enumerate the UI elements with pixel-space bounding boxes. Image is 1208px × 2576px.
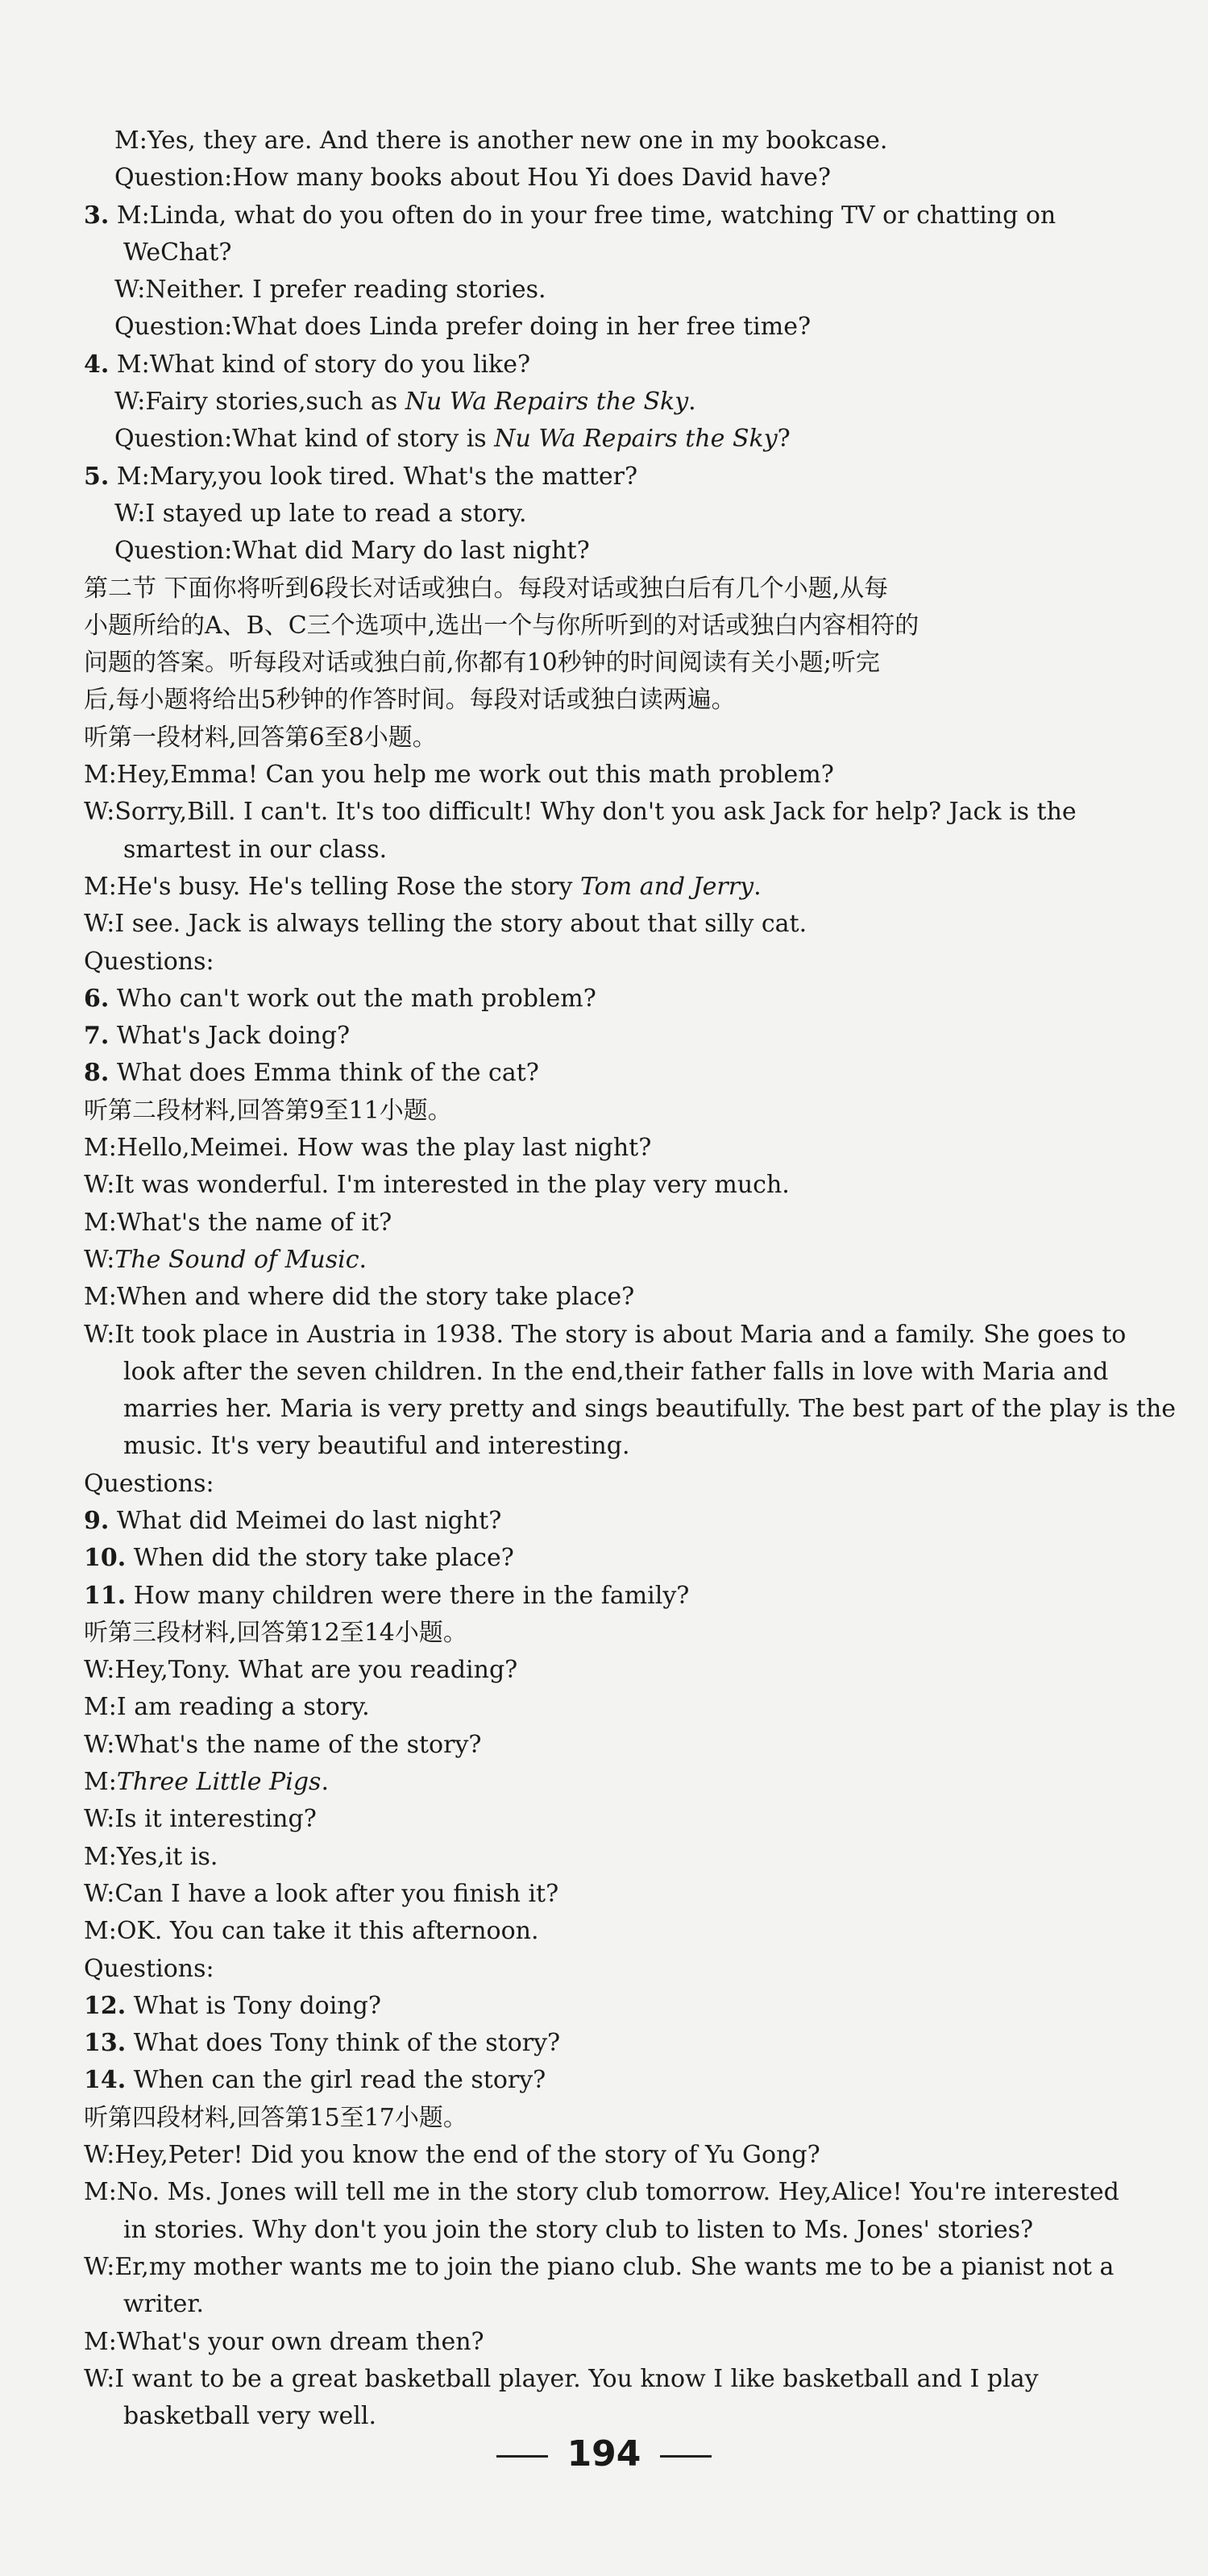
text-line <box>0 2249 1208 2286</box>
text-line <box>0 1055 1208 1092</box>
line-text: 听第二段材料,回答第9至11小题。 <box>84 1096 452 1125</box>
text-line <box>0 384 1208 421</box>
transcript-text <box>0 122 1208 2435</box>
text-line <box>0 1652 1208 1689</box>
line-text: writer. <box>123 2290 205 2319</box>
line-text: M:He's busy. He's telling Rose the story <box>84 872 580 901</box>
item-number: 5. <box>84 462 110 491</box>
line-text: M:What kind of story do you like? <box>109 350 531 379</box>
line-text: M: <box>84 1768 117 1797</box>
text-line <box>0 1391 1208 1428</box>
line-text: 听第一段材料,回答第6至8小题。 <box>84 723 437 752</box>
line-text: 后,每小题将给出5秒钟的作答时间。每段对话或独白读两遍。 <box>84 686 736 715</box>
text-line <box>0 906 1208 943</box>
line-text: M:What's the name of it? <box>84 1208 392 1237</box>
line-text: . <box>753 872 762 901</box>
text-line <box>0 1764 1208 1801</box>
text-line <box>0 2286 1208 2323</box>
line-text: W:I see. Jack is always telling the story about that silly cat. <box>84 910 807 939</box>
line-text: . <box>321 1768 329 1797</box>
line-text: When can the girl read the story? <box>126 2066 546 2095</box>
italic-title: Nu Wa Repairs the Sky <box>494 425 778 454</box>
text-line <box>0 1242 1208 1279</box>
line-text: Question:What kind of story is <box>114 425 495 454</box>
line-text: What's Jack doing? <box>109 1022 351 1051</box>
line-text: How many children were there in the family? <box>126 1581 690 1610</box>
text-line <box>0 794 1208 831</box>
line-text: WeChat? <box>123 238 232 267</box>
text-line <box>0 1093 1208 1130</box>
text-line <box>0 608 1208 645</box>
line-text: W:Fairy stories,such as <box>114 388 405 417</box>
text-line <box>0 1279 1208 1316</box>
line-text: marries her. Maria is very pretty and sings beautifully. The best part of the play is the <box>123 1395 1177 1424</box>
text-line <box>0 533 1208 570</box>
line-text: When did the story take place? <box>126 1544 514 1573</box>
line-text: What did Meimei do last night? <box>109 1506 502 1535</box>
text-line <box>0 570 1208 608</box>
line-text: M:Yes,it is. <box>84 1842 218 1871</box>
text-line <box>0 496 1208 533</box>
text-line <box>0 160 1208 197</box>
text-line <box>0 981 1208 1018</box>
line-text: W:Er,my mother wants me to join the piano club. She wants me to be a pianist not a <box>84 2252 1115 2281</box>
text-line <box>0 1205 1208 1242</box>
line-text: W:Hey,Peter! Did you know the end of the story of Yu Gong? <box>84 2141 820 2170</box>
text-line <box>0 2137 1208 2174</box>
line-text: . <box>688 388 696 417</box>
item-number: 6. <box>84 984 110 1013</box>
text-line <box>0 1578 1208 1615</box>
line-text: Question:How many books about Hou Yi does David have? <box>114 164 831 193</box>
line-text: basketball very well. <box>123 2402 376 2431</box>
text-line <box>0 1130 1208 1167</box>
text-line <box>0 2361 1208 2398</box>
text-line <box>0 832 1208 869</box>
text-line <box>0 1503 1208 1540</box>
text-line <box>0 309 1208 346</box>
line-text: ? <box>777 425 791 454</box>
line-text: . <box>359 1245 367 1274</box>
line-text: M:I am reading a story. <box>84 1693 370 1722</box>
text-line <box>0 2398 1208 2435</box>
text-line <box>0 1615 1208 1652</box>
footer-dash-right <box>660 2455 712 2458</box>
text-line <box>0 1876 1208 1913</box>
text-line <box>0 2062 1208 2099</box>
line-text: 听第三段材料,回答第12至14小题。 <box>84 1618 467 1647</box>
text-line <box>0 1540 1208 1577</box>
text-line <box>0 1428 1208 1465</box>
line-text: M:OK. You can take it this afternoon. <box>84 1917 539 1946</box>
text-line <box>0 2324 1208 2361</box>
item-number: 9. <box>84 1506 110 1535</box>
line-text: M:Mary,you look tired. What's the matter? <box>109 462 638 491</box>
line-text: W:It was wonderful. I'm interested in the play very much. <box>84 1171 790 1200</box>
line-text: 小题所给的A、B、C三个选项中,选出一个与你所听到的对话或独白内容相符的 <box>84 611 919 640</box>
text-line <box>0 1317 1208 1354</box>
line-text: M:Yes, they are. And there is another new one in my bookcase. <box>114 127 888 155</box>
line-text: Questions: <box>84 947 214 976</box>
line-text: look after the seven children. In the end,their father falls in love with Maria and <box>123 1357 1109 1386</box>
line-text: What does Emma think of the cat? <box>109 1059 539 1088</box>
line-text: 问题的答案。听每段对话或独白前,你都有10秒钟的时间阅读有关小题;听完 <box>84 649 880 678</box>
text-line <box>0 1167 1208 1204</box>
text-line <box>0 682 1208 719</box>
item-number: 8. <box>84 1059 110 1088</box>
line-text: W:Hey,Tony. What are you reading? <box>84 1656 518 1685</box>
text-line <box>0 944 1208 981</box>
text-line <box>0 122 1208 160</box>
italic-title: The Sound of Music <box>114 1245 359 1274</box>
item-number: 14. <box>84 2066 127 2095</box>
line-text: W:What's the name of the story? <box>84 1730 482 1759</box>
italic-title: Tom and Jerry <box>579 872 754 901</box>
text-line <box>0 757 1208 794</box>
line-text: M:Hello,Meimei. How was the play last night? <box>84 1134 652 1163</box>
text-line <box>0 720 1208 757</box>
text-line <box>0 458 1208 496</box>
item-number: 4. <box>84 350 110 379</box>
item-number: 10. <box>84 1544 127 1573</box>
line-text: Question:What did Mary do last night? <box>114 537 590 566</box>
line-text: M:Linda, what do you often do in your free time, watching TV or chatting on <box>109 201 1056 230</box>
page-footer <box>0 2433 1208 2474</box>
text-line <box>0 421 1208 458</box>
line-text: music. It's very beautiful and interesting. <box>123 1432 630 1461</box>
text-line <box>0 1466 1208 1503</box>
item-number: 7. <box>84 1022 110 1051</box>
text-line <box>0 1018 1208 1055</box>
line-text: What does Tony think of the story? <box>126 2029 561 2058</box>
text-line <box>0 1354 1208 1391</box>
text-line <box>0 645 1208 682</box>
line-text: W:Neither. I prefer reading stories. <box>114 276 546 305</box>
item-number: 11. <box>84 1581 127 1610</box>
text-line <box>0 2212 1208 2249</box>
text-line <box>0 272 1208 309</box>
line-text: Question:What does Linda prefer doing in her free time? <box>114 313 812 342</box>
item-number: 13. <box>84 2029 127 2058</box>
text-line <box>0 869 1208 906</box>
line-text: W:Is it interesting? <box>84 1805 317 1834</box>
line-text: W:Can I have a look after you finish it? <box>84 1879 559 1908</box>
line-text: W: <box>84 1245 115 1274</box>
line-text: Who can't work out the math problem? <box>109 984 596 1013</box>
footer-dash-left <box>496 2455 548 2458</box>
line-text: M:When and where did the story take place? <box>84 1283 635 1312</box>
text-line <box>0 1801 1208 1838</box>
line-text: W:I want to be a great basketball player. You know I like basketball and I play <box>84 2364 1039 2393</box>
line-text: Questions: <box>84 1954 214 1983</box>
line-text: M:What's your own dream then? <box>84 2327 484 2356</box>
text-line <box>0 1951 1208 1988</box>
item-number: 12. <box>84 1991 127 2020</box>
italic-title: Nu Wa Repairs the Sky <box>405 388 689 417</box>
text-line <box>0 2100 1208 2137</box>
line-text: 第二节 下面你将听到6段长对话或独白。每段对话或独白后有几个小题,从每 <box>84 574 889 603</box>
line-text: What is Tony doing? <box>126 1991 381 2020</box>
line-text: 听第四段材料,回答第15至17小题。 <box>84 2103 467 2132</box>
text-line <box>0 1988 1208 2025</box>
line-text: smartest in our class. <box>123 835 388 864</box>
page-number: 194 <box>567 2433 641 2474</box>
text-line <box>0 234 1208 272</box>
text-line <box>0 1727 1208 1764</box>
text-line <box>0 2174 1208 2211</box>
line-text: Questions: <box>84 1469 214 1498</box>
line-text: W:I stayed up late to read a story. <box>114 499 527 528</box>
text-line <box>0 2025 1208 2062</box>
line-text: M:No. Ms. Jones will tell me in the story club tomorrow. Hey,Alice! You're interested <box>84 2178 1119 2207</box>
item-number: 3. <box>84 201 110 230</box>
line-text: in stories. Why don't you join the story club to listen to Ms. Jones' stories? <box>123 2215 1034 2244</box>
text-line <box>0 1913 1208 1950</box>
line-text: W:It took place in Austria in 1938. The story is about Maria and a family. She goes to <box>84 1320 1127 1349</box>
text-line <box>0 1689 1208 1726</box>
text-line <box>0 1839 1208 1876</box>
text-line <box>0 197 1208 234</box>
text-line <box>0 346 1208 384</box>
italic-title: Three Little Pigs <box>116 1768 322 1797</box>
line-text: M:Hey,Emma! Can you help me work out this math problem? <box>84 761 834 790</box>
line-text: W:Sorry,Bill. I can't. It's too difficult! Why don't you ask Jack for help? Jack is the <box>84 798 1077 827</box>
